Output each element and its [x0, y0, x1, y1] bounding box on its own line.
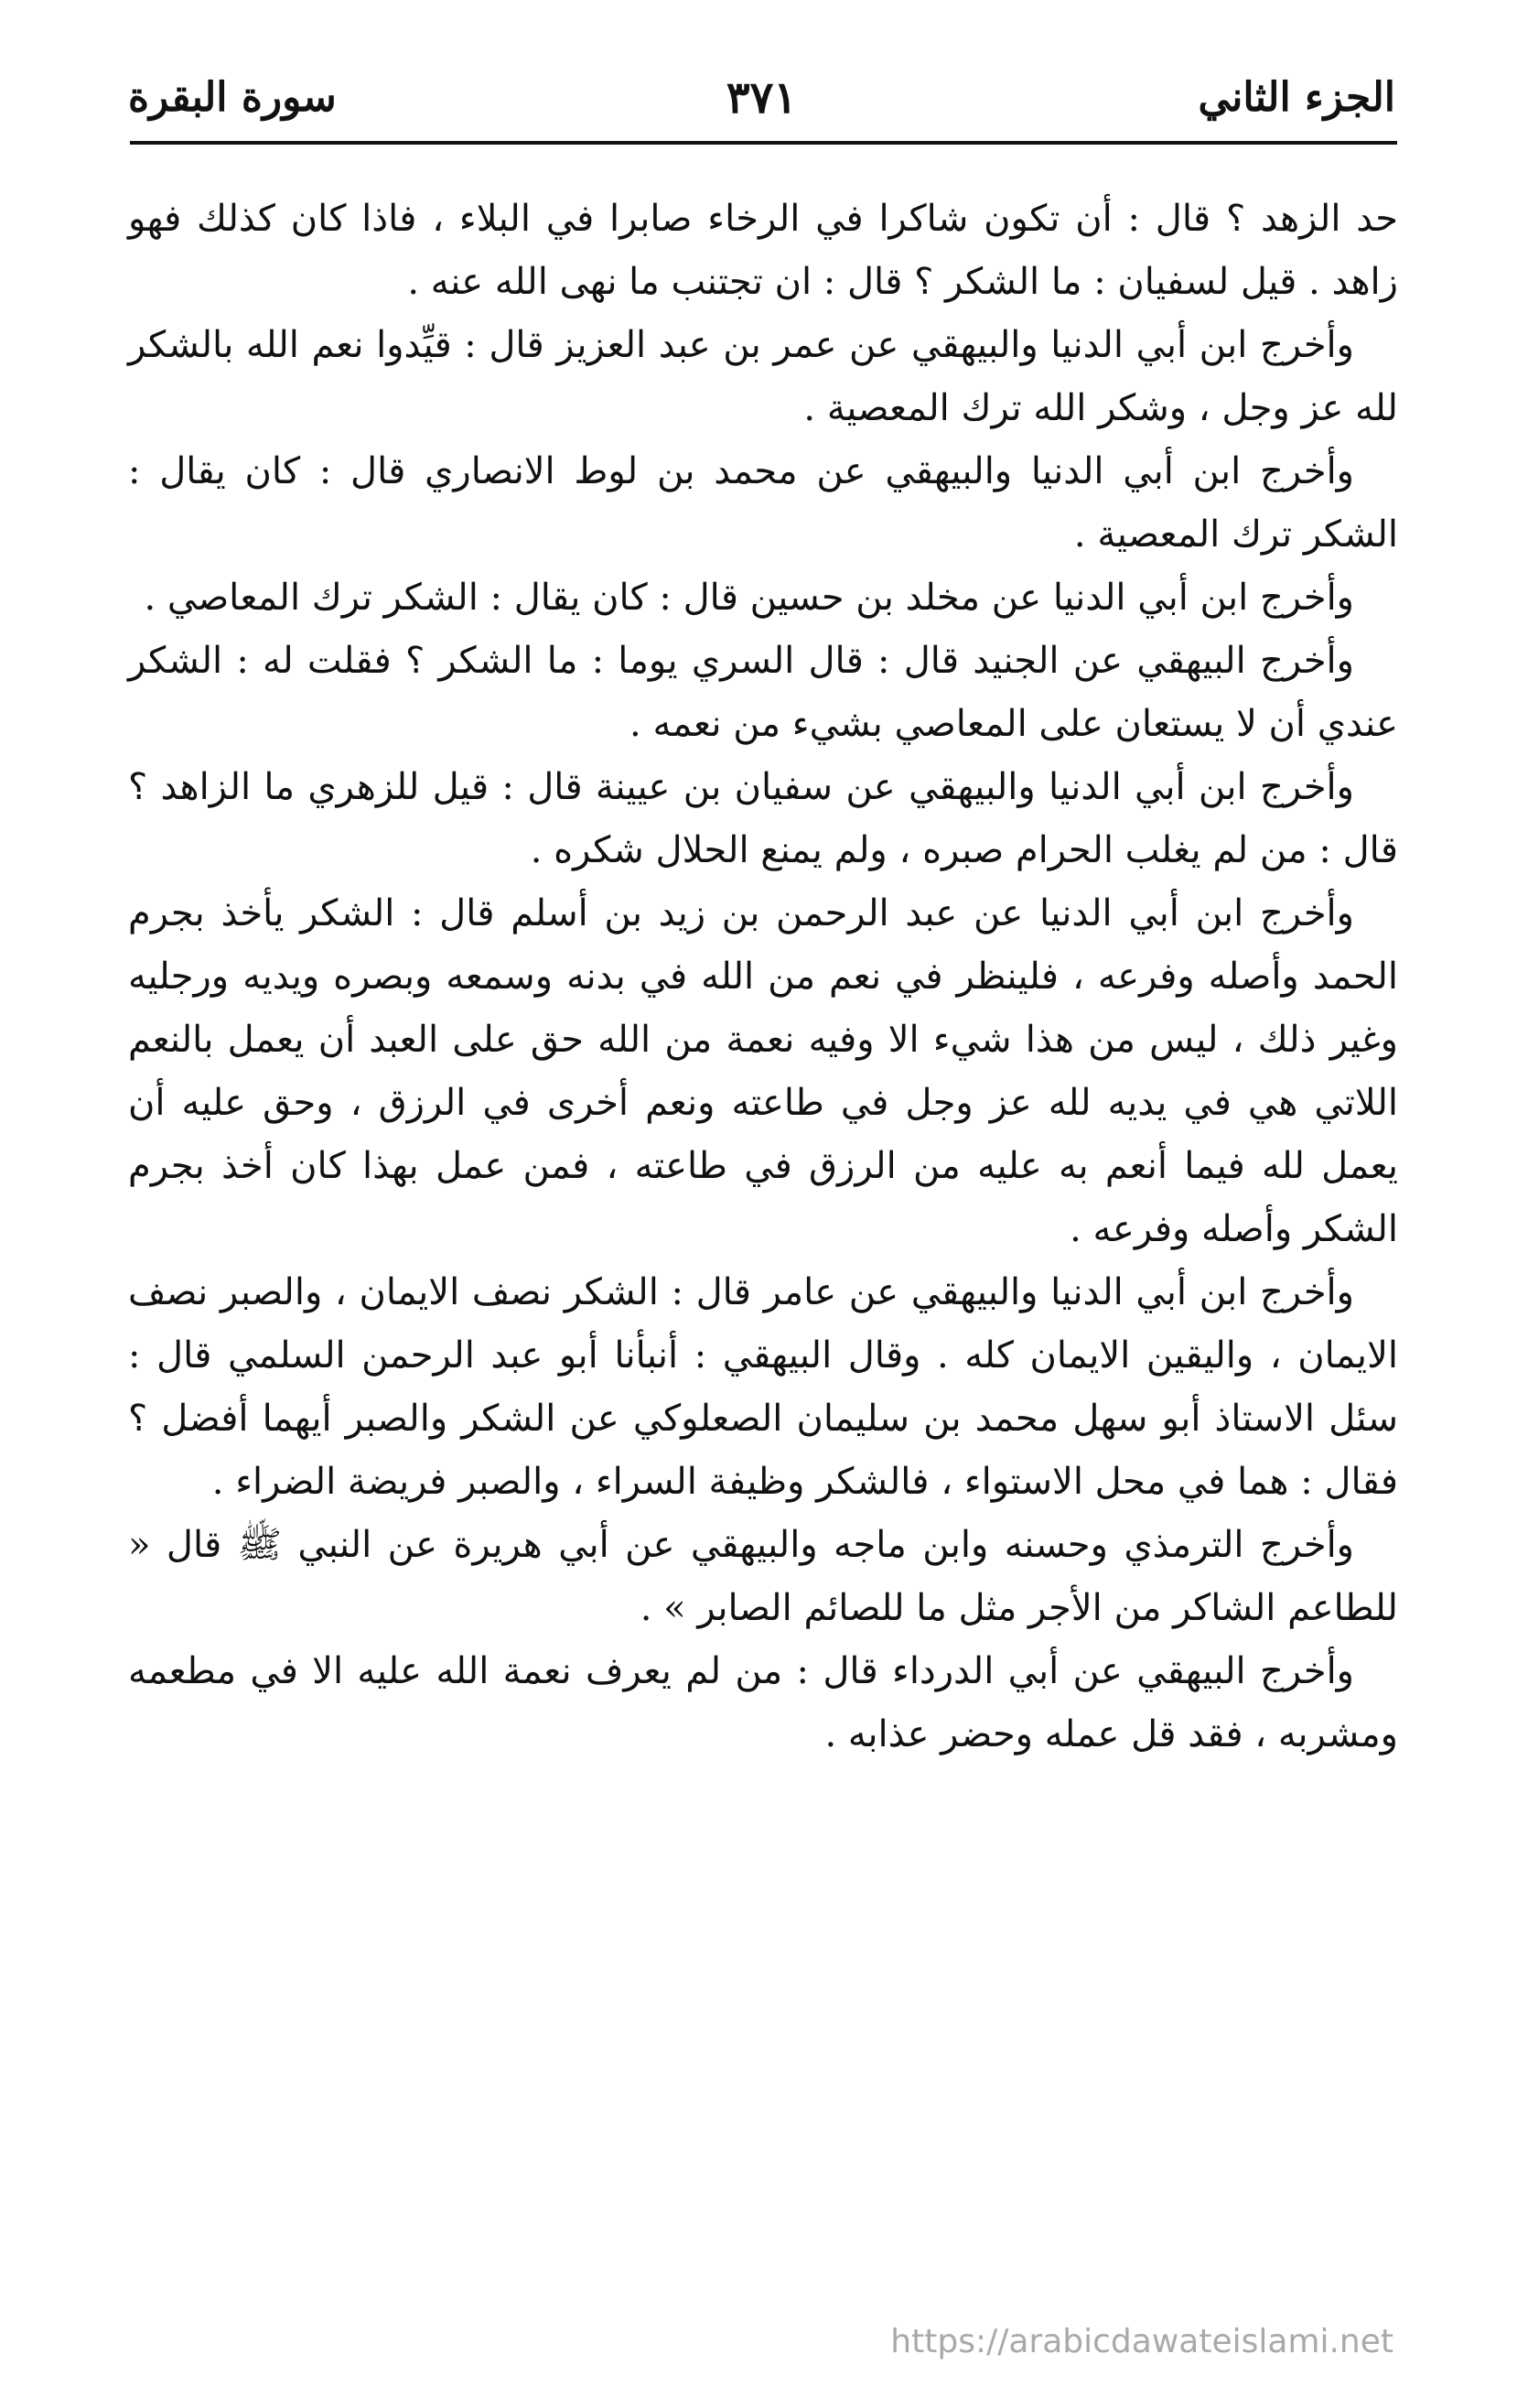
- paragraph-7: وأخرج ابن أبي الدنيا عن عبد الرحمن بن زيد بن أسلم قال : الشكر يأخذ بجرم الحمد وأصله وفرعه ، فلينظر في نعم من الله في بدنه وسمعه وبصره ويديه ورجليه وغير ذلك ، ليس من هذا شيء الا وفيه نعمة من الله حق على العبد أن يعمل بالنعم اللاتي هي في يديه لله عز وجل في طاعته ونعم أخرى في الرزق ، وحق عليه أن يعمل لله فيما أنعم به عليه من الرزق في طاعته ، فمن عمل بهذا كان أخذ بجرم الشكر وأصله وفرعه .: [128, 892, 1398, 1250]
- paragraph-2: وأخرج ابن أبي الدنيا والبيهقي عن عمر بن عبد العزيز قال : قيِّدوا نعم الله بالشكر لله عز وجل ، وشكر الله ترك المعصية .: [128, 324, 1398, 429]
- paragraph-8: وأخرج ابن أبي الدنيا والبيهقي عن عامر قال : الشكر نصف الايمان ، والصبر نصف الايمان ، واليقين الايمان كله . وقال البيهقي : أنبأنا أبو عبد الرحمن السلمي قال : سئل الاستاذ أبو سهل محمد بن سليمان الصعلوكي عن الشكر والصبر أيهما أفضل ؟ فقال : هما في محل الاستواء ، فالشكر وظيفة السراء ، والصبر فريضة الضراء .: [128, 1271, 1398, 1503]
- paragraph-1: حد الزهد ؟ قال : أن تكون شاكرا في الرخاء صابرا في البلاء ، فاذا كان كذلك فهو زاهد . قيل لسفيان : ما الشكر ؟ قال : ان تجتنب ما نهى الله عنه .: [128, 198, 1398, 303]
- paragraph-3: وأخرج ابن أبي الدنيا والبيهقي عن محمد بن لوط الانصاري قال : كان يقال : الشكر ترك المعصية .: [128, 450, 1398, 556]
- paragraph-5: وأخرج البيهقي عن الجنيد قال : قال السري يوما : ما الشكر ؟ فقلت له : الشكر عندي أن لا يستعان على المعاصي بشيء من نعمه .: [128, 640, 1398, 745]
- website-watermark: https://arabicdawateislami.net: [890, 2323, 1393, 2360]
- paragraph-4: وأخرج ابن أبي الدنيا عن مخلد بن حسين قال : كان يقال : الشكر ترك المعاصي .: [144, 577, 1354, 619]
- page-number: ٣٧١: [726, 72, 798, 124]
- paragraph-6: وأخرج ابن أبي الدنيا والبيهقي عن سفيان بن عيينة قال : قيل للزهري ما الزاهد ؟ قال : من لم يغلب الحرام صبره ، ولم يمنع الحلال شكره .: [128, 766, 1398, 871]
- paragraph-10: وأخرج البيهقي عن أبي الدرداء قال : من لم يعرف نعمة الله عليه الا في مطعمه ومشربه ، فقد قل عمله وحضر عذابه .: [128, 1650, 1398, 1755]
- running-header: [128, 57, 1395, 139]
- paragraph-9: وأخرج الترمذي وحسنه وابن ماجه والبيهقي عن أبي هريرة عن النبي ﷺ قال « للطاعم الشاكر من الأجر مثل ما للصائم الصابر » .: [128, 1524, 1398, 1629]
- main-text: [128, 188, 1398, 1766]
- header-rule: [130, 141, 1397, 145]
- surah-title: سورة البقرة: [128, 74, 337, 121]
- juz-title: الجزء الثاني: [1198, 74, 1395, 121]
